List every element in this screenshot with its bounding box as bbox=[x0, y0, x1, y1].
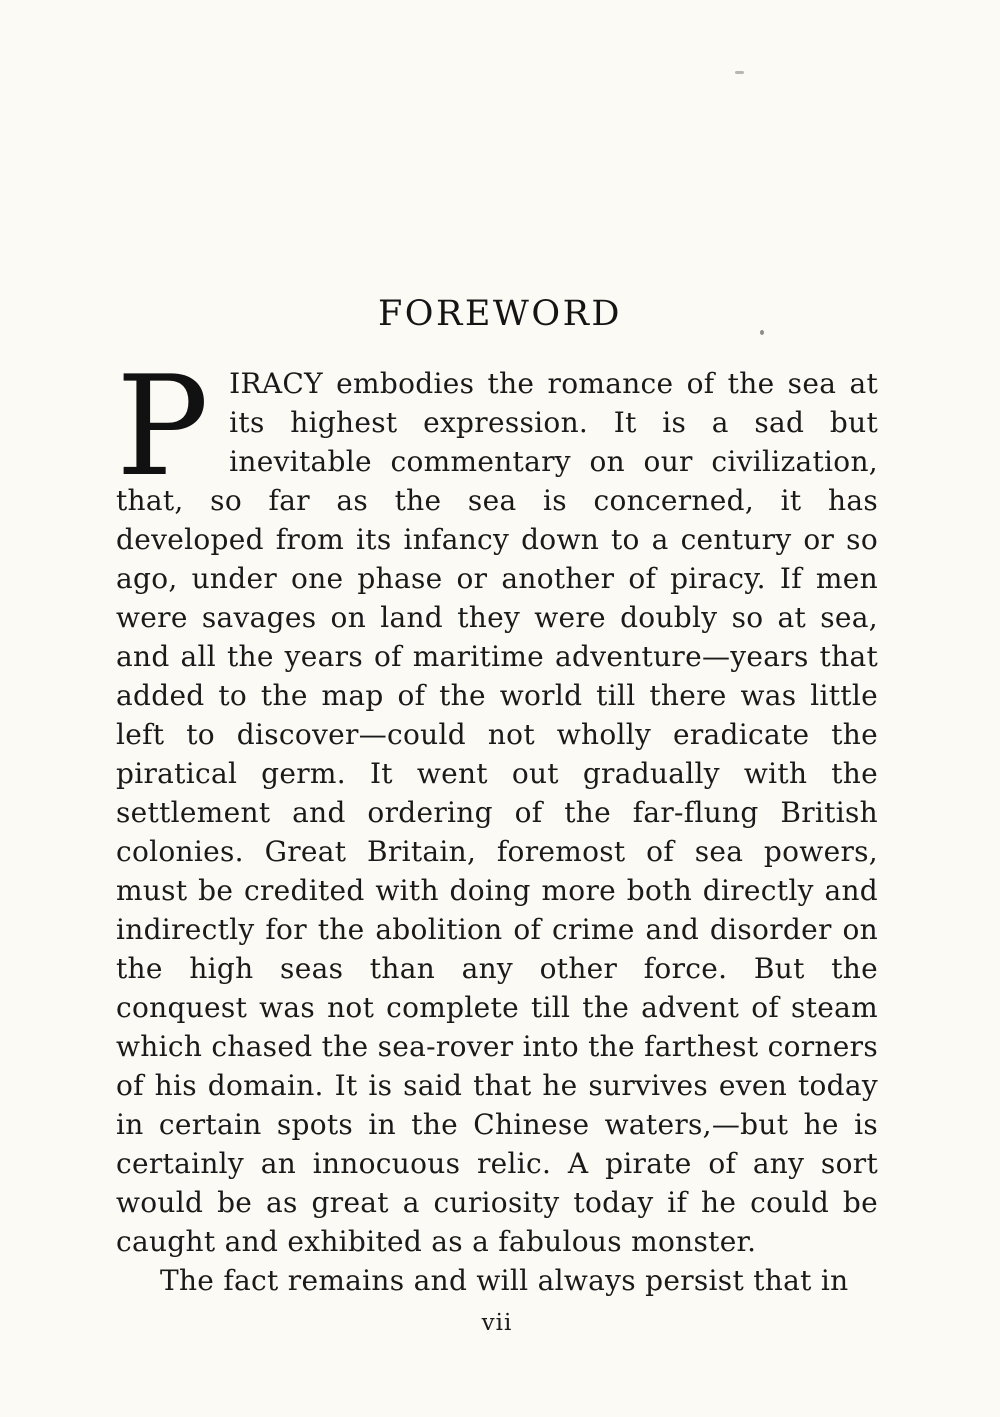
scan-artifact-tick bbox=[735, 71, 744, 74]
foreword-body bbox=[116, 346, 878, 1338]
drop-cap-letter: P bbox=[116, 346, 210, 507]
page-number: vii bbox=[481, 1310, 513, 1336]
paragraph-first bbox=[116, 346, 878, 1261]
scan-artifact-dot bbox=[760, 330, 764, 335]
page-title: FOREWORD bbox=[378, 294, 622, 334]
paragraph-text: IRACY embodies the romance of the sea at its highest expression. It is a sad but inevitable commentary on our civilization, that, so far as the sea is concerned, it has developed from its infancy down to a century or so ago, under one phase or another of piracy. If men were savages on land they were doubly so at sea, and all the years of maritime adventure—years that added to the map of the world till there was little left to discover—could not wholly eradicate the piratical germ. It went out gradually with the settlement and ordering of the far-flung British colonies. Great Britain, foremost of sea powers, must be credited with doing more both directly and indirectly for the abolition of crime and disorder on the high seas than any other force. But the conquest was not complete till the advent of steam which chased the sea-rover into the farthest corners of his domain. It is said that he survives even today in certain spots in the Chinese waters,—but he is certainly an innocuous relic. A pirate of any sort would be as great a curiosity today if he could be caught and exhibited as a fabulous monster. bbox=[116, 367, 878, 1258]
paragraph-text: The fact remains and will always persist that in bbox=[160, 1264, 849, 1297]
paragraph-second bbox=[116, 1261, 878, 1300]
